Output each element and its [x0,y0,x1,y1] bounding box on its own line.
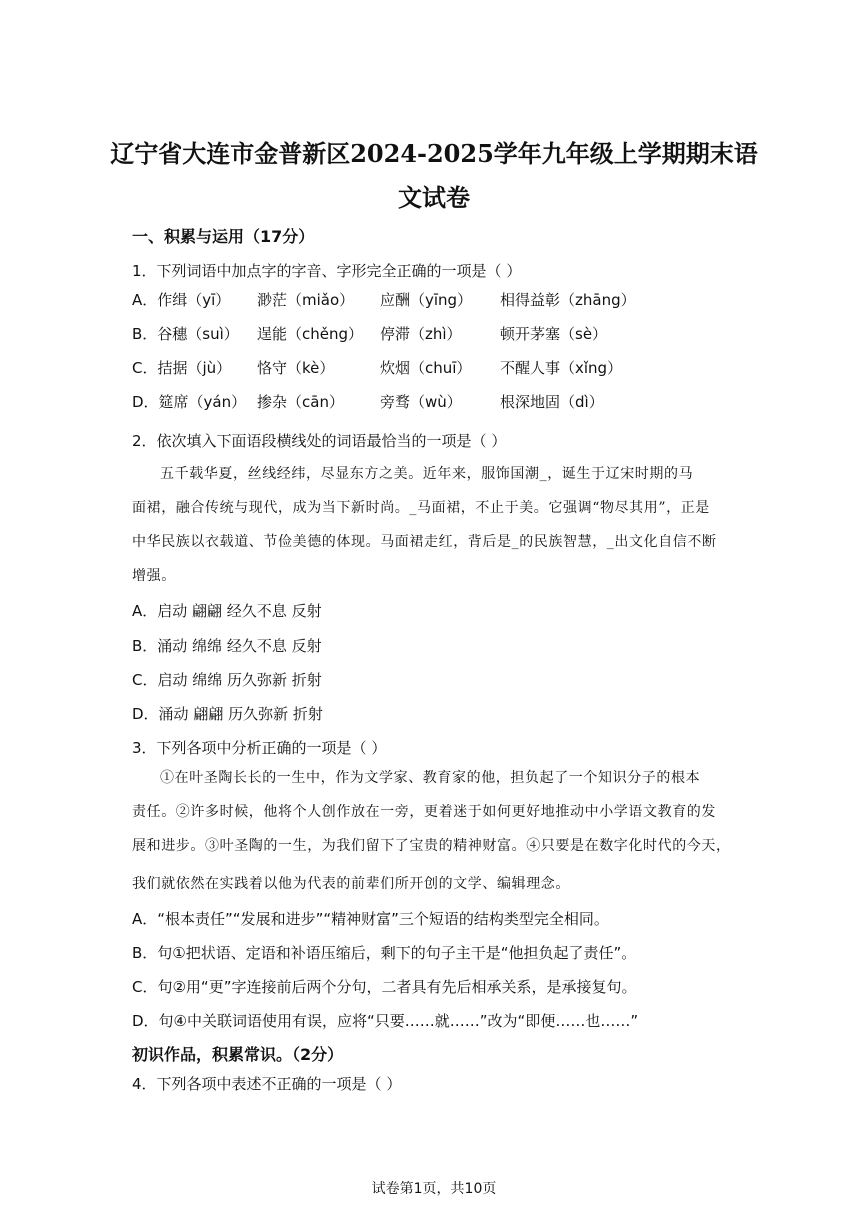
q1-c-word3: 炊烟（chuī） [380,359,472,377]
q3-passage-line4: 我们就依然在实践着以他为代表的前辈们所开创的文学、编辑理念。 [132,876,570,892]
q3-passage-line1: ①在叶圣陶长长的一生中，作为文学家、教育家的他，担负起了一个知识分子的根本 [160,770,701,786]
q1-d-word1: D．筵席（yán） [132,393,247,411]
q3-option-a: A．“根本责任”“发展和进步”“精神财富”三个短语的结构类型完全相同。 [132,910,609,928]
q1-a-word1: A．作缉（yī） [132,291,231,309]
q3-stem: 3．下列各项中分析正确的一项是（ ） [132,739,387,757]
q3-passage-line3: 展和进步。③叶圣陶的一生，为我们留下了宝贵的精神财富。④只要是在数字化时代的今天， [132,838,731,854]
q2-option-d: D．涌动 翩翩 历久弥新 折射 [132,705,323,723]
q1-d-word3: 旁骛（wù） [380,393,462,411]
q1-b-word2: 逞能（chěng） [257,325,364,343]
exam-title-line2: 文试卷 [398,183,470,212]
q1-d-word2: 掺杂（cān） [257,393,344,411]
q1-a-word3: 应酬（yīng） [380,291,473,309]
q1-c-word4: 不醒人事（xǐng） [500,359,623,377]
q3-passage-line2: 责任。②许多时候，他将个人创作放在一旁，更着迷于如何更好地推动中小学语文教育的发 [132,804,716,820]
q1-b-word1: B．谷穗（suì） [132,325,239,343]
q2-option-b: B．涌动 绵绵 经久不息 反射 [132,637,322,655]
section-heading-works: 初识作品，积累常识。（2分） [132,1045,344,1064]
q2-option-a: A．启动 翩翩 经久不息 反射 [132,602,322,620]
q1-b-word3: 停滞（zhì） [380,325,462,343]
q1-c-word1: C．拮据（jù） [132,359,232,377]
q1-d-word4: 根深地固（dì） [500,393,604,411]
q1-b-word4: 顿开茅塞（sè） [500,325,608,343]
section-heading-accumulation: 一、积累与运用（17分） [132,227,315,246]
q1-c-word2: 恪守（kè） [257,359,335,377]
exam-title-line1: 辽宁省大连市金普新区2024-2025学年九年级上学期期末语 [110,139,758,168]
q2-passage-line1: 五千载华夏，丝线经纬，尽显东方之美。近年来，服饰国潮_，诞生于辽宋时期的马 [160,466,694,482]
q4-stem: 4．下列各项中表述不正确的一项是（ ） [132,1075,402,1093]
q2-passage-line2: 面裙，融合传统与现代，成为当下新时尚。_马面裙，不止于美。它强调“物尽其用”，正是 [132,500,710,516]
q1-a-word2: 渺茫（miǎo） [257,291,355,309]
q3-option-c: C．句②用“更”字连接前后两个分句，二者具有先后相承关系，是承接复句。 [132,978,637,996]
q2-passage-line4: 增强。 [132,568,176,584]
q3-option-d: D．句④中关联词语使用有误，应将“只要……就……”改为“即便……也……” [132,1012,639,1030]
q1-stem: 1．下列词语中加点字的字音、字形完全正确的一项是（ ） [132,262,522,280]
q1-a-word4: 相得益彰（zhāng） [500,291,636,309]
page-footer: 试卷第1页，共10页 [371,1181,497,1197]
q2-stem: 2．依次填入下面语段横线处的词语最恰当的一项是（ ） [132,432,507,450]
q3-option-b: B．句①把状语、定语和补语压缩后，剩下的句子主干是“他担负起了责任”。 [132,944,637,962]
q2-option-c: C．启动 绵绵 历久弥新 折射 [132,671,322,689]
q2-passage-line3: 中华民族以衣载道、节俭美德的体现。马面裙走红，背后是_的民族智慧，_出文化自信不断 [132,534,717,550]
